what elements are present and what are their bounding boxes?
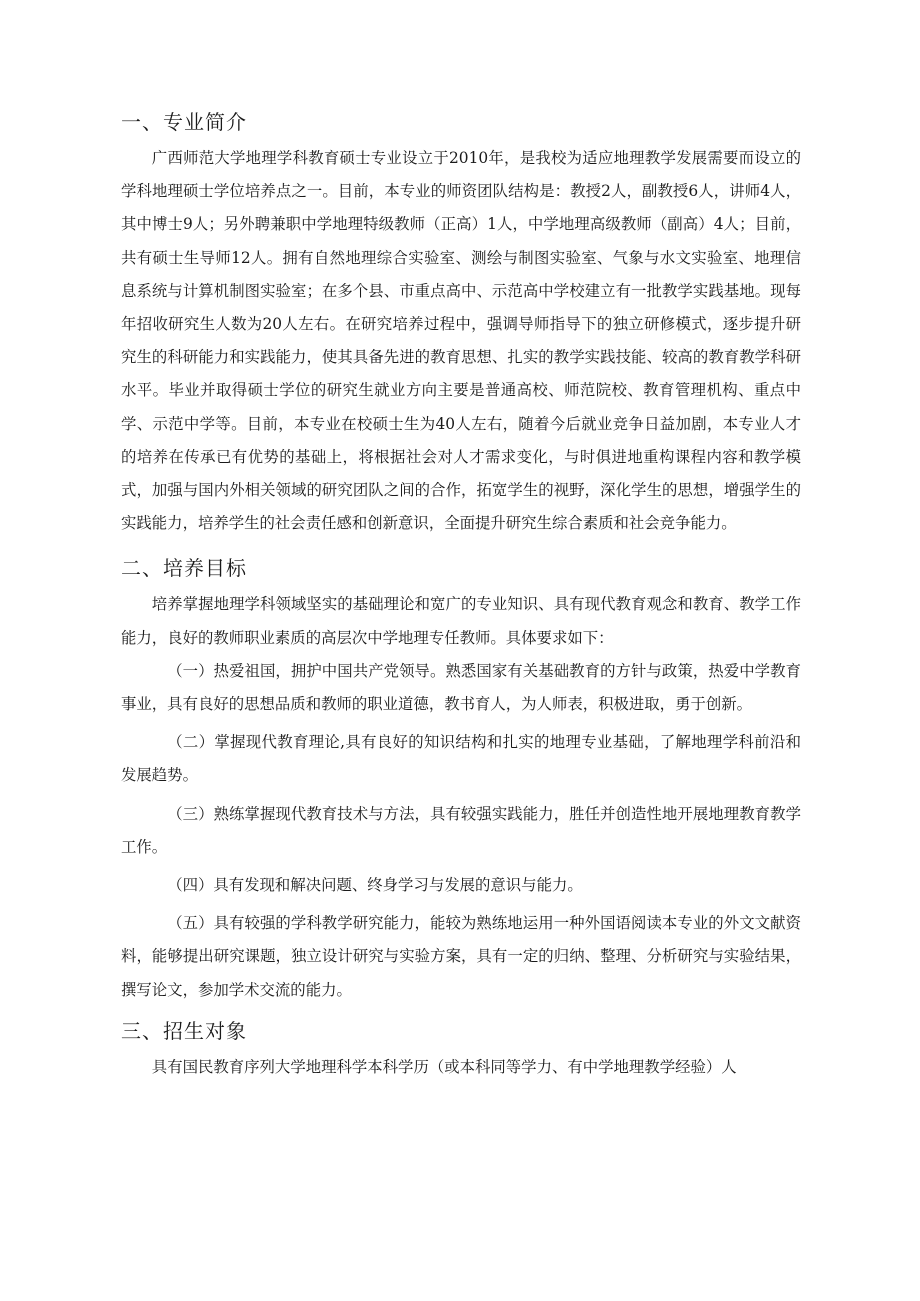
- section-heading: 一、专业简介: [121, 110, 247, 134]
- goal-item: （五）具有较强的学科教学研究能力，能较为熟练地运用一种外国语阅读本专业的外文文献资料，能够提出研究课题，独立设计研究与实验方案，具有一定的归纳、整理、分析研究与实验结果，撰写论文，参加学术交流的能力。: [121, 914, 801, 999]
- section-introduction: [121, 108, 801, 540]
- section-training-goals: [121, 554, 801, 1006]
- goal-item: （三）熟练掌握现代教育技术与方法，具有较强实践能力，胜任并创造性地开展地理教育教学工作。: [121, 804, 801, 856]
- goal-item: （四）具有发现和解决问题、终身学习与发展的意识与能力。: [167, 876, 583, 895]
- body-paragraph: 具有国民教育序列大学地理科学本科学历（或本科同等学力、有中学地理教学经验）人: [151, 1057, 737, 1076]
- section-heading: 二、培养目标: [121, 556, 247, 581]
- section-enrollment-targets: [121, 1017, 801, 1084]
- goal-item: （一）热爱祖国，拥护中国共产党领导。熟悉国家有关基础教育的方针与政策，热爱中学教育事业，具有良好的思想品质和教师的职业道德，教书育人，为人师表，积极进取，勇于创新。: [121, 661, 801, 714]
- goal-item: （二）掌握现代教育理论,具有良好的知识结构和扎实的地理专业基础，了解地理学科前沿和发展趋势。: [121, 733, 801, 785]
- body-paragraph: 广西师范大学地理学科教育硕士专业设立于2010年，是我校为适应地理教学发展需要而设立的学科地理硕士学位培养点之一。目前，本专业的师资团队结构是：教授2人，副教授6人，讲师4人，其中博士9人；另外聘兼职中学地理特级教师（正高）1人，中学地理高级教师（副高）4人；目前，共有硕士生导师12人。拥有自然地理综合实验室、测绘与制图实验室、气象与水文实验室、地理信息系统与计算机制图实验室；在多个县、市重点高中、示范高中学校建立有一批教学实践基地。现每年招收研究生人数为20人左右。在研究培养过程中，强调导师指导下的独立研修模式，逐步提升研究生的科研能力和实践能力，使其具备先进的教育思想、扎实的教学实践技能、较高的教育教学科研水平。毕业并取得硕士学位的研究生就业方向主要是普通高校、师范院校、教育管理机构、重点中学、示范中学等。目前，本专业在校硕士生为40人左右，随着今后就业竞争日益加剧，本专业人才的培养在传承已有优势的基础上，将根据社会对人才需求变化，与时俱进地重构课程内容和教学模式，加强与国内外相关领域的研究团队之间的合作，拓宽学生的视野，深化学生的思想，增强学生的实践能力，培养学生的社会责任感和创新意识，全面提升研究生综合素质和社会竞争能力。: [121, 149, 801, 533]
- section-heading: 三、招生对象: [121, 1018, 247, 1043]
- body-paragraph: 培养掌握地理学科领域坚实的基础理论和宽广的专业知识、具有现代教育观念和教育、教学工作能力，良好的教师职业素质的高层次中学地理专任教师。具体要求如下：: [121, 595, 801, 647]
- document-page: [121, 108, 801, 1084]
